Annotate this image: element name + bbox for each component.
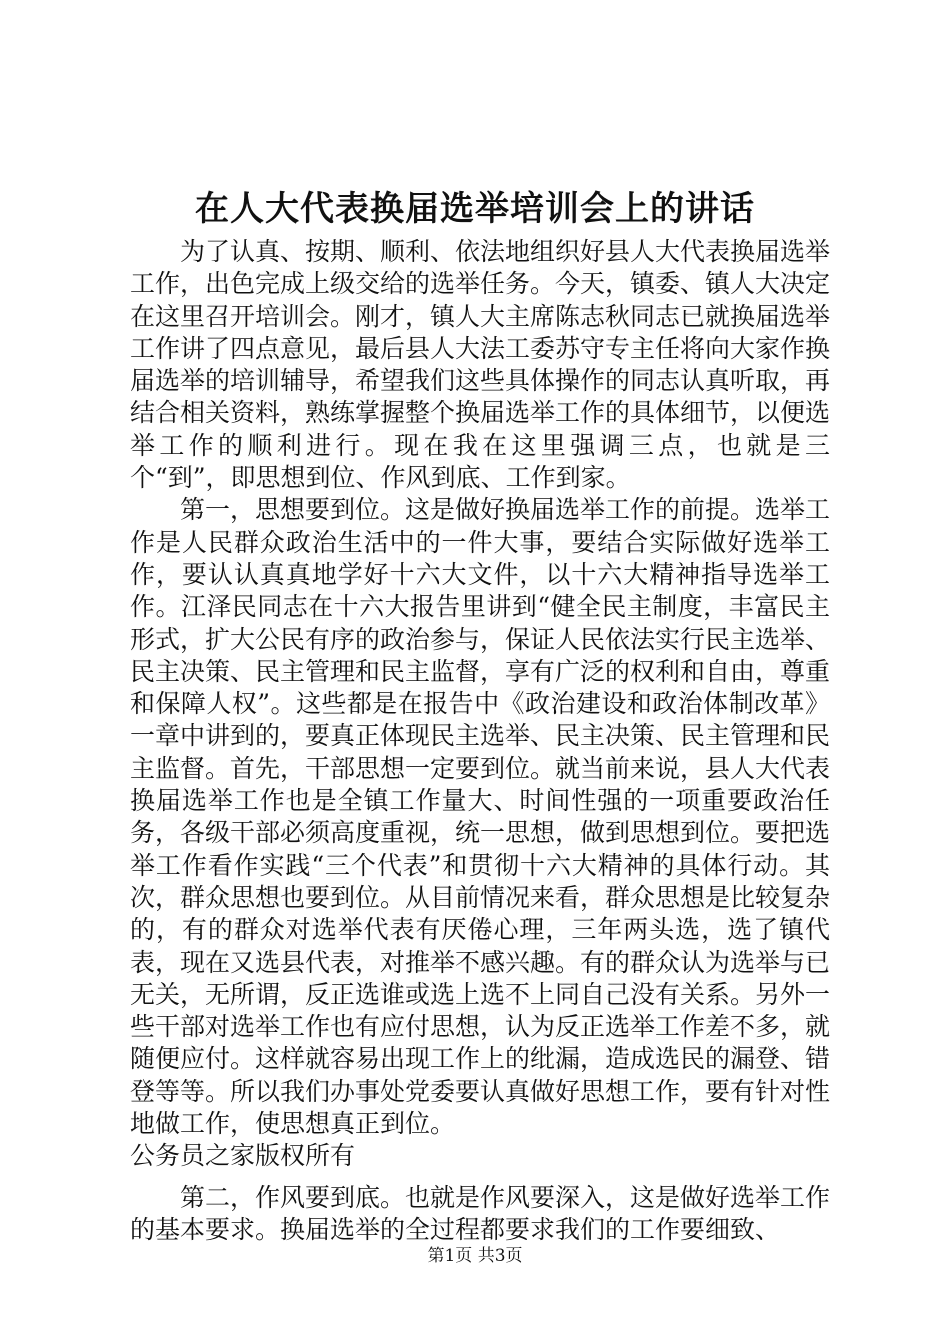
- copyright-line: 公务员之家版权所有: [130, 1141, 356, 1171]
- document-title: 在人大代表换届选举培训会上的讲话: [195, 189, 755, 229]
- page-number-footer: 第1页 共3页: [427, 1246, 523, 1266]
- paragraph-intro: 为了认真、按期、顺利、依法地组织好县人大代表换届选举工作，出色完成上级交给的选举任务。今天，镇委、镇人大决定在这里召开培训会。刚才，镇人大主席陈志秋同志已就换届选举工作讲了四点意见，最后县人大法工委苏守专主任将向大家作换届选举的培训辅导，希望我们这些具体操作的同志认真听取，再结合相关资料，熟练掌握整个换届选举工作的具体细节，以便选举工作的顺利进行。现在我在这里强调三点，也就是三个“到”，即思想到位、作风到底、工作到家。: [130, 237, 831, 493]
- paragraph-first-point: 第一，思想要到位。这是做好换届选举工作的前提。选举工作是人民群众政治生活中的一件大事，要结合实际做好选举工作，要认认真真地学好十六大文件，以十六大精神指导选举工作。江泽民同志在十六大报告里讲到“健全民主制度，丰富民主形式，扩大公民有序的政治参与，保证人民依法实行民主选举、民主决策、民主管理和民主监督，享有广泛的权利和自由，尊重和保障人权”。这些都是在报告中《政治建设和政治体制改革》一章中讲到的，要真正体现民主选举、民主决策、民主管理和民主监督。首先，干部思想一定要到位。就当前来说，县人大代表换届选举工作也是全镇工作量大、时间性强的一项重要政治任务，各级干部必须高度重视，统一思想，做到思想到位。要把选举工作看作实践“三个代表”和贯彻十六大精神的具体行动。其次，群众思想也要到位。从目前情况来看，群众思想是比较复杂的，有的群众对选举代表有厌倦心理，三年两头选，选了镇代表，现在又选县代表，对推举不感兴趣。有的群众认为选举与已无关，无所谓，反正选谁或选上选不上同自己没有关系。另外一些干部对选举工作也有应付思想，认为反正选举工作差不多，就随便应付。这样就容易出现工作上的纰漏，造成选民的漏登、错登等等。所以我们办事处党委要认真做好思想工作，要有针对性地做工作，使思想真正到位。: [130, 495, 831, 1139]
- document-body: [130, 236, 830, 1246]
- paragraph-second-point: 第二，作风要到底。也就是作风要深入，这是做好选举工作的基本要求。换届选举的全过程都要求我们的工作要细致、: [130, 1182, 831, 1244]
